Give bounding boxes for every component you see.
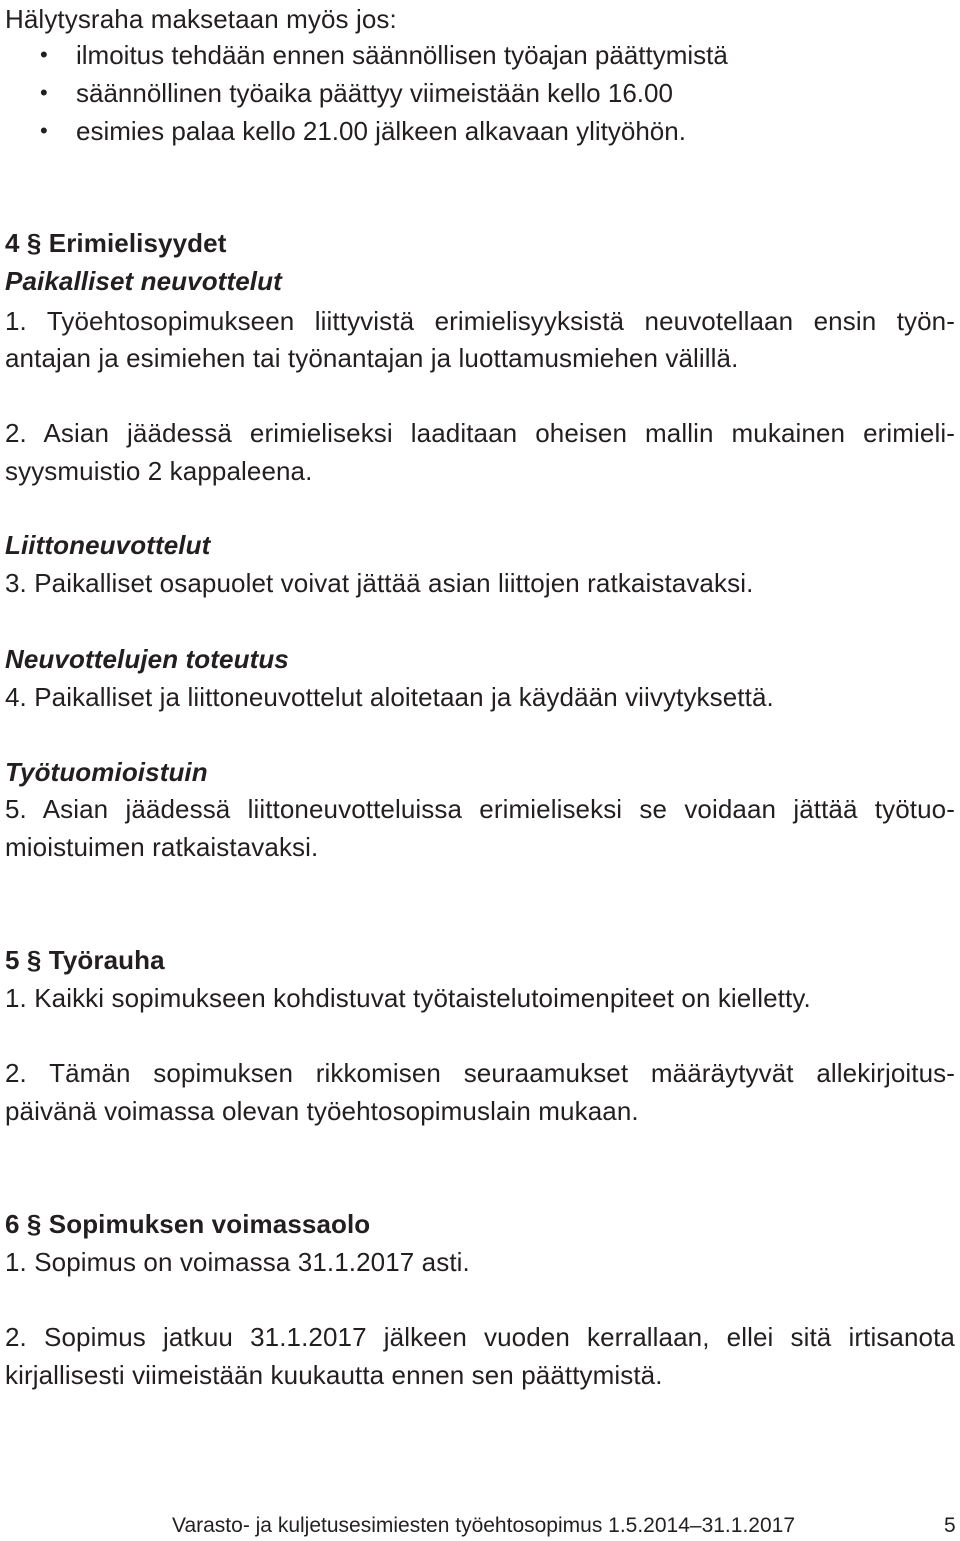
subheading-union-negotiations: Liittoneuvottelut <box>5 530 211 560</box>
section-4-paragraph-2-line-2: syysmuistio 2 kappaleena. <box>5 456 313 486</box>
page-number: 5 <box>944 1514 956 1537</box>
section-4-paragraph-4: 4. Paikalliset ja liittoneuvottelut aloitetaan ja käydään viivytyksettä. <box>5 682 774 712</box>
bullet-icon: • <box>40 118 48 143</box>
section-4-paragraph-1-line-2: antajan ja esimiehen tai työnantajan ja luottamusmiehen välillä. <box>5 343 739 373</box>
section-4-paragraph-5-line-2: mioistuimen ratkaistavaksi. <box>5 832 319 862</box>
subheading-negotiation-implementation: Neuvottelujen toteutus <box>5 644 289 674</box>
list-item: esimies palaa kello 21.00 jälkeen alkavaan ylityöhön. <box>76 116 686 146</box>
section-4-paragraph-1-line-1: 1. Työehtosopimukseen liittyvistä erimielisyyksistä neuvotellaan ensin työn- <box>5 306 955 336</box>
section-5-paragraph-1: 1. Kaikki sopimukseen kohdistuvat työtaistelutoimenpiteet on kielletty. <box>5 983 811 1013</box>
bullet-icon: • <box>40 80 48 105</box>
section-6-paragraph-1: 1. Sopimus on voimassa 31.1.2017 asti. <box>5 1247 470 1277</box>
section-5-paragraph-2-line-1: 2. Tämän sopimuksen rikkomisen seuraamukset määräytyvät allekirjoitus- <box>5 1058 955 1088</box>
subheading-labour-court: Työtuomioistuin <box>5 757 208 787</box>
footer-title: Varasto- ja kuljetusesimiesten työehtosopimus 1.5.2014–31.1.2017 <box>172 1514 795 1537</box>
bullet-icon: • <box>40 42 48 67</box>
intro-text: Hälytysraha maksetaan myös jos: <box>5 4 397 34</box>
section-5-heading: 5 § Työrauha <box>5 945 165 975</box>
section-6-paragraph-2-line-1: 2. Sopimus jatkuu 31.1.2017 jälkeen vuoden kerrallaan, ellei sitä irtisanota <box>5 1322 955 1352</box>
list-item: ilmoitus tehdään ennen säännöllisen työajan päättymistä <box>76 40 728 70</box>
section-6-heading: 6 § Sopimuksen voimassaolo <box>5 1209 371 1239</box>
section-6-paragraph-2-line-2: kirjallisesti viimeistään kuukautta ennen sen päättymistä. <box>5 1360 663 1390</box>
section-5-paragraph-2-line-2: päivänä voimassa olevan työehtosopimuslain mukaan. <box>5 1096 639 1126</box>
section-4-heading: 4 § Erimielisyydet <box>5 228 227 258</box>
subheading-local-negotiations: Paikalliset neuvottelut <box>5 266 282 296</box>
section-4-paragraph-2-line-1: 2. Asian jäädessä erimieliseksi laaditaan oheisen mallin mukainen erimieli- <box>5 418 955 448</box>
list-item: säännöllinen työaika päättyy viimeistään kello 16.00 <box>76 78 673 108</box>
section-4-paragraph-5-line-1: 5. Asian jäädessä liittoneuvotteluissa erimieliseksi se voidaan jättää työtuo- <box>5 794 955 824</box>
section-4-paragraph-3: 3. Paikalliset osapuolet voivat jättää asian liittojen ratkaistavaksi. <box>5 568 754 598</box>
